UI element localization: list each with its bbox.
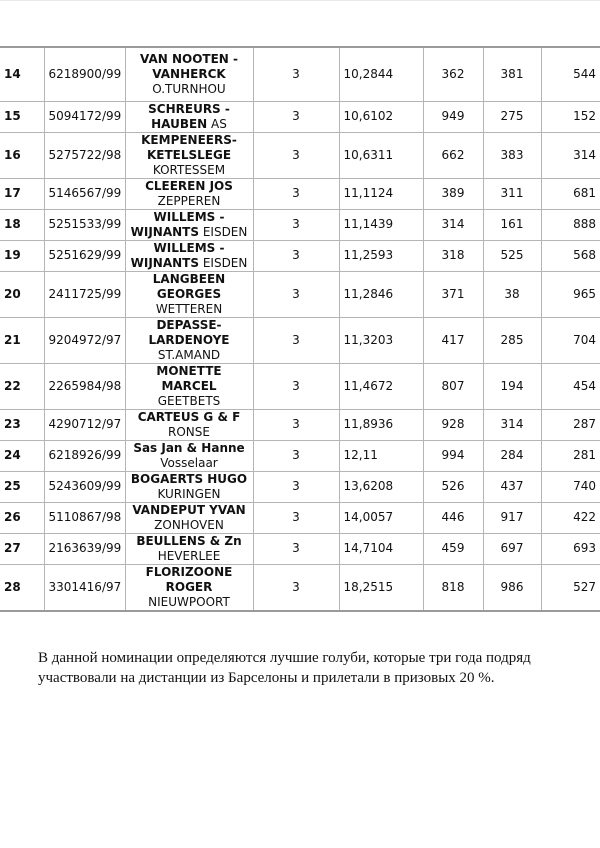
count-cell: 3	[253, 471, 339, 502]
owner-cell	[125, 47, 253, 101]
ring-number-cell: 4290712/97	[44, 409, 125, 440]
rank-cell: 28	[0, 564, 44, 611]
owner-town: O.TURNHOU	[152, 81, 226, 96]
table-row	[0, 317, 600, 363]
rank-cell: 18	[0, 209, 44, 240]
owner-town: HEVERLEE	[157, 548, 221, 563]
owner-name: BOGAERTS HUGO	[130, 471, 248, 486]
owner-cell	[125, 209, 253, 240]
result-3-cell: 740	[541, 471, 600, 502]
owner-cell	[125, 317, 253, 363]
owner-cell	[125, 409, 253, 440]
coefficient-cell: 10,6311	[339, 132, 423, 178]
ring-number-cell: 2163639/99	[44, 533, 125, 564]
coefficient-cell: 10,2844	[339, 47, 423, 101]
ring-number-cell: 9204972/97	[44, 317, 125, 363]
table-row	[0, 363, 600, 409]
rank-cell: 16	[0, 132, 44, 178]
owner-name: SCHREURS - HAUBEN	[148, 101, 230, 131]
table-row	[0, 132, 600, 178]
owner-town: AS	[211, 116, 227, 131]
owner-name: MONETTE MARCEL	[156, 363, 222, 393]
ring-number-cell: 3301416/97	[44, 564, 125, 611]
result-3-cell: 965	[541, 271, 600, 317]
coefficient-cell: 14,0057	[339, 502, 423, 533]
rank-cell: 19	[0, 240, 44, 271]
ring-number-cell: 5251533/99	[44, 209, 125, 240]
result-3-cell: 527	[541, 564, 600, 611]
result-3-cell: 422	[541, 502, 600, 533]
count-cell: 3	[253, 502, 339, 533]
ring-number-cell: 5243609/99	[44, 471, 125, 502]
count-cell: 3	[253, 533, 339, 564]
ring-number-cell: 5110867/98	[44, 502, 125, 533]
count-cell: 3	[253, 409, 339, 440]
owner-cell	[125, 101, 253, 132]
result-1-cell: 662	[423, 132, 483, 178]
coefficient-cell: 11,1124	[339, 178, 423, 209]
owner-town: KORTESSEM	[152, 162, 226, 177]
table-row	[0, 471, 600, 502]
count-cell: 3	[253, 440, 339, 471]
owner-town: WETTEREN	[155, 301, 223, 316]
table-row	[0, 564, 600, 611]
result-1-cell: 459	[423, 533, 483, 564]
owner-town: Vosselaar	[160, 455, 218, 470]
owner-town: EISDEN	[202, 224, 248, 239]
owner-cell	[125, 502, 253, 533]
result-1-cell: 526	[423, 471, 483, 502]
result-1-cell: 417	[423, 317, 483, 363]
table-row	[0, 178, 600, 209]
result-2-cell: 275	[483, 101, 541, 132]
owner-cell	[125, 440, 253, 471]
result-2-cell: 986	[483, 564, 541, 611]
result-2-cell: 38	[483, 271, 541, 317]
ring-number-cell: 5094172/99	[44, 101, 125, 132]
result-1-cell: 318	[423, 240, 483, 271]
rank-cell: 25	[0, 471, 44, 502]
result-1-cell: 818	[423, 564, 483, 611]
table-row	[0, 533, 600, 564]
owner-town: ZONHOVEN	[154, 517, 224, 532]
count-cell: 3	[253, 317, 339, 363]
coefficient-cell: 14,7104	[339, 533, 423, 564]
rank-cell: 23	[0, 409, 44, 440]
result-2-cell: 284	[483, 440, 541, 471]
owner-cell	[125, 533, 253, 564]
table-row	[0, 101, 600, 132]
ring-number-cell: 5146567/99	[44, 178, 125, 209]
owner-town: ST.AMAND	[157, 347, 221, 362]
owner-name: CARTEUS G & F	[137, 409, 241, 424]
owner-town: KURINGEN	[157, 486, 221, 501]
ring-number-cell: 5275722/98	[44, 132, 125, 178]
coefficient-cell: 11,2593	[339, 240, 423, 271]
result-2-cell: 194	[483, 363, 541, 409]
count-cell: 3	[253, 101, 339, 132]
rank-cell: 24	[0, 440, 44, 471]
result-3-cell: 888	[541, 209, 600, 240]
owner-town: RONSE	[168, 424, 210, 439]
owner-cell	[125, 363, 253, 409]
coefficient-cell: 12,11	[339, 440, 423, 471]
owner-name: Sas Jan & Hanne	[133, 440, 245, 455]
count-cell: 3	[253, 47, 339, 101]
note-paragraph: В данной номинации определяются лучшие голуби, которые три года подряд участвовали на дистанции из Барселоны и прилетали в призовых 20 %.	[38, 650, 531, 686]
owner-town: EISDEN	[202, 255, 248, 270]
owner-cell	[125, 240, 253, 271]
result-2-cell: 697	[483, 533, 541, 564]
result-2-cell: 311	[483, 178, 541, 209]
table-row	[0, 240, 600, 271]
count-cell: 3	[253, 178, 339, 209]
rank-cell: 20	[0, 271, 44, 317]
count-cell: 3	[253, 132, 339, 178]
result-2-cell: 437	[483, 471, 541, 502]
ring-number-cell: 6218900/99	[44, 47, 125, 101]
result-1-cell: 446	[423, 502, 483, 533]
coefficient-cell: 10,6102	[339, 101, 423, 132]
table-row	[0, 502, 600, 533]
coefficient-cell: 18,2515	[339, 564, 423, 611]
result-1-cell: 928	[423, 409, 483, 440]
rank-cell: 27	[0, 533, 44, 564]
result-1-cell: 807	[423, 363, 483, 409]
rank-cell: 22	[0, 363, 44, 409]
result-1-cell: 994	[423, 440, 483, 471]
result-2-cell: 161	[483, 209, 541, 240]
count-cell: 3	[253, 564, 339, 611]
rank-cell: 17	[0, 178, 44, 209]
result-1-cell: 362	[423, 47, 483, 101]
owner-cell	[125, 564, 253, 611]
coefficient-cell: 11,3203	[339, 317, 423, 363]
result-3-cell: 287	[541, 409, 600, 440]
owner-name: FLORIZOONE ROGER	[145, 564, 233, 594]
owner-name: VANDEPUT YVAN	[132, 502, 246, 517]
result-3-cell: 704	[541, 317, 600, 363]
result-3-cell: 152	[541, 101, 600, 132]
result-2-cell: 381	[483, 47, 541, 101]
count-cell: 3	[253, 240, 339, 271]
results-table	[0, 46, 600, 612]
coefficient-cell: 13,6208	[339, 471, 423, 502]
result-3-cell: 568	[541, 240, 600, 271]
owner-name: VAN NOOTEN - VANHERCK	[139, 51, 238, 81]
scan-edge	[0, 0, 600, 1]
owner-town: ZEPPEREN	[157, 193, 221, 208]
result-2-cell: 525	[483, 240, 541, 271]
result-3-cell: 544	[541, 47, 600, 101]
rank-cell: 14	[0, 47, 44, 101]
table-row	[0, 209, 600, 240]
count-cell: 3	[253, 209, 339, 240]
table-row	[0, 440, 600, 471]
coefficient-cell: 11,1439	[339, 209, 423, 240]
result-1-cell: 949	[423, 101, 483, 132]
owner-town: GEETBETS	[157, 393, 221, 408]
owner-name: DEPASSE-LARDENOYE	[148, 317, 230, 347]
ring-number-cell: 2265984/98	[44, 363, 125, 409]
result-3-cell: 693	[541, 533, 600, 564]
table-row	[0, 409, 600, 440]
result-2-cell: 285	[483, 317, 541, 363]
count-cell: 3	[253, 363, 339, 409]
owner-name: KEMPENEERS-KETELSLEGE	[141, 132, 237, 162]
owner-name: WILLEMS - WIJNANTS	[130, 240, 225, 270]
owner-name: CLEEREN JOS	[145, 178, 233, 193]
table-row	[0, 47, 600, 101]
owner-name: BEULLENS & Zn	[136, 533, 242, 548]
owner-cell	[125, 271, 253, 317]
table-row	[0, 271, 600, 317]
owner-cell	[125, 471, 253, 502]
owner-name: LANGBEEN GEORGES	[152, 271, 226, 301]
ring-number-cell: 5251629/99	[44, 240, 125, 271]
result-3-cell: 681	[541, 178, 600, 209]
result-2-cell: 314	[483, 409, 541, 440]
result-1-cell: 389	[423, 178, 483, 209]
coefficient-cell: 11,8936	[339, 409, 423, 440]
result-1-cell: 314	[423, 209, 483, 240]
rank-cell: 21	[0, 317, 44, 363]
coefficient-cell: 11,2846	[339, 271, 423, 317]
owner-cell	[125, 132, 253, 178]
owner-cell	[125, 178, 253, 209]
rank-cell: 26	[0, 502, 44, 533]
result-3-cell: 281	[541, 440, 600, 471]
count-cell: 3	[253, 271, 339, 317]
result-2-cell: 917	[483, 502, 541, 533]
result-3-cell: 314	[541, 132, 600, 178]
ring-number-cell: 6218926/99	[44, 440, 125, 471]
coefficient-cell: 11,4672	[339, 363, 423, 409]
result-1-cell: 371	[423, 271, 483, 317]
ring-number-cell: 2411725/99	[44, 271, 125, 317]
result-3-cell: 454	[541, 363, 600, 409]
rank-cell: 15	[0, 101, 44, 132]
owner-name: WILLEMS - WIJNANTS	[130, 209, 225, 239]
result-2-cell: 383	[483, 132, 541, 178]
owner-town: NIEUWPOORT	[148, 594, 230, 609]
